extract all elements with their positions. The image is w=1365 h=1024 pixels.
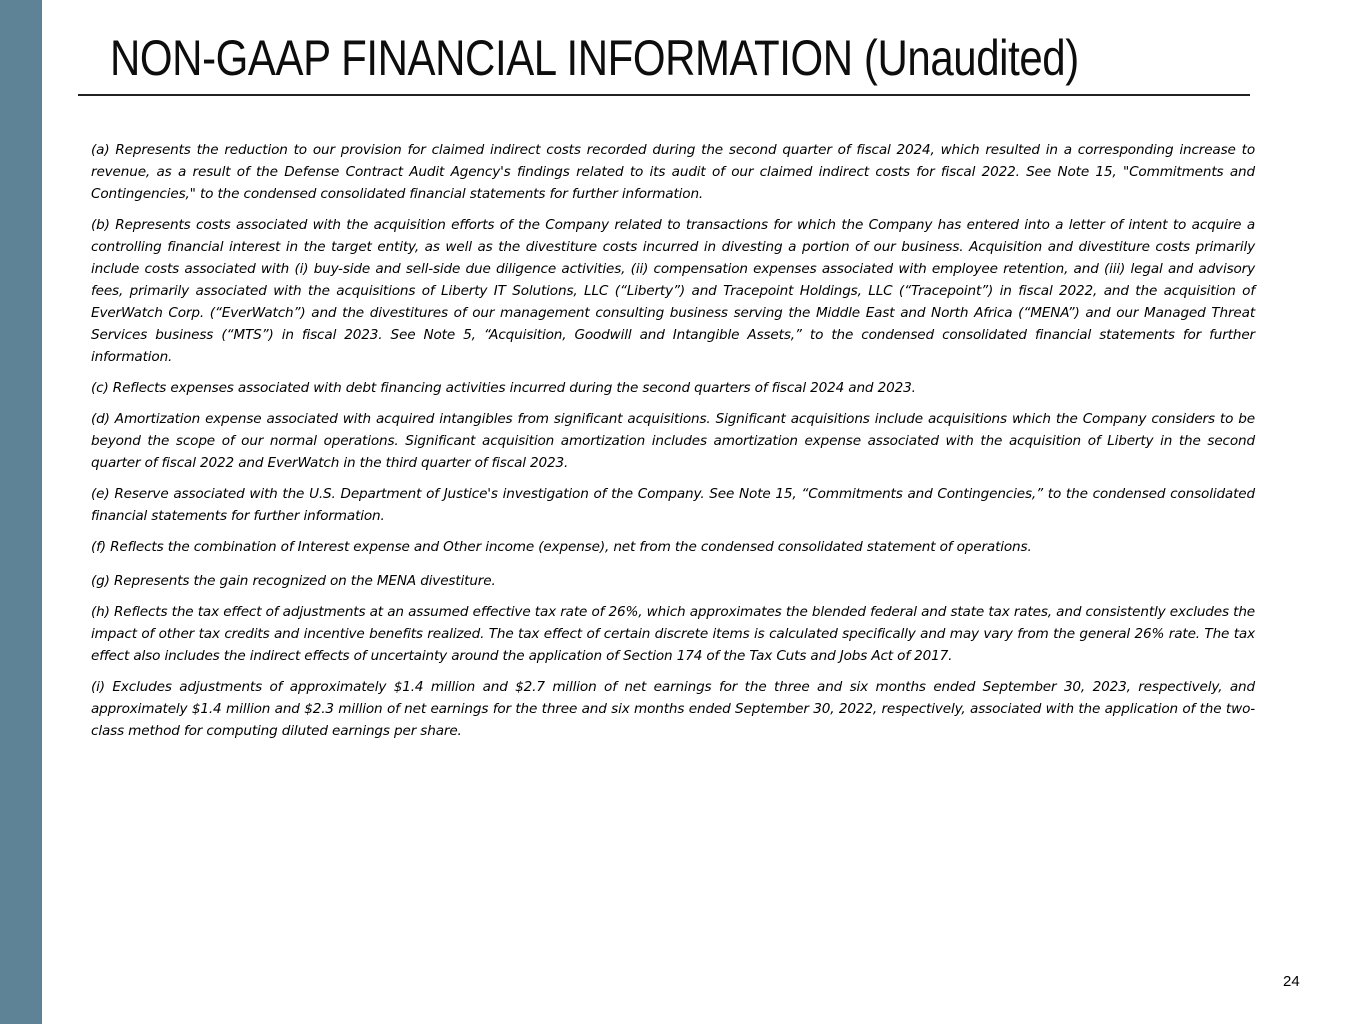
footnote-f: (f) Reflects the combination of Interest expense and Other income (expense), net from the condensed consolidated statement of operations.: [91, 539, 1032, 555]
footnote-g: (g) Represents the gain recognized on the MENA divestiture.: [91, 573, 496, 589]
footnote-d: (d) Amortization expense associated with acquired intangibles from significant acquisitions. Significant acquisitions include acquisitions which the Company considers to be beyond the scope of our normal operations. Significant acquisition amortization includes amortization expense associated with the acquisition of Liberty in the second quarter of fiscal 2022 and EverWatch in the third quarter of fiscal 2023.: [91, 411, 1255, 471]
footnote-e: (e) Reserve associated with the U.S. Department of Justice's investigation of the Company. See Note 15, “Commitments and Contingencies,” to the condensed consolidated financial statements for further information.: [91, 486, 1255, 524]
page-title: NON-GAAP FINANCIAL INFORMATION (Unaudited): [110, 30, 1079, 86]
footnote-a: (a) Represents the reduction to our provision for claimed indirect costs recorded during the second quarter of fiscal 2024, which resulted in a corresponding increase to revenue, as a result of the Defense Contract Audit Agency's findings related to its audit of our claimed indirect costs for fiscal 2022. See Note 15, "Commitments and Contingencies," to the condensed consolidated financial statements for further information.: [91, 142, 1255, 202]
left-accent-bar: [0, 0, 42, 1024]
footnote-h: (h) Reflects the tax effect of adjustments at an assumed effective tax rate of 26%, which approximates the blended federal and state tax rates, and consistently excludes the impact of other tax credits and incentive benefits realized. The tax effect of certain discrete items is calculated specifically and may vary from the general 26% rate. The tax effect also includes the indirect effects of uncertainty around the application of Section 174 of the Tax Cuts and Jobs Act of 2017.: [91, 604, 1255, 664]
footnote-b: (b) Represents costs associated with the acquisition efforts of the Company related to transactions for which the Company has entered into a letter of intent to acquire a controlling financial interest in the target entity, as well as the divestiture costs incurred in divesting a portion of our business. Acquisition and divestiture costs primarily include costs associated with (i) buy-side and sell-side due diligence activities, (ii) compensation expenses associated with employee retention, and (iii) legal and advisory fees, primarily associated with the acquisitions of Liberty IT Solutions, LLC (“Liberty”) and Tracepoint Holdings, LLC (“Tracepoint”) in fiscal 2022, and the acquisition of EverWatch Corp. (“EverWatch”) and the divestitures of our management consulting business serving the Middle East and North Africa (“MENA”) and our Managed Threat Services business (“MTS”) in fiscal 2023. See Note 5, “Acquisition, Goodwill and Intangible Assets,” to the condensed consolidated financial statements for further information.: [91, 217, 1255, 365]
title-underline: [78, 94, 1250, 96]
footnotes-section: [91, 139, 1255, 751]
footnote-c: (c) Reflects expenses associated with debt financing activities incurred during the second quarters of fiscal 2024 and 2023.: [91, 380, 916, 396]
page-number: 24: [1283, 973, 1300, 990]
footnote-i: (i) Excludes adjustments of approximately $1.4 million and $2.7 million of net earnings for the three and six months ended September 30, 2023, respectively, and approximately $1.4 million and $2.3 million of net earnings for the three and six months ended September 30, 2022, respectively, associated with the application of the two-class method for computing diluted earnings per share.: [91, 679, 1255, 739]
